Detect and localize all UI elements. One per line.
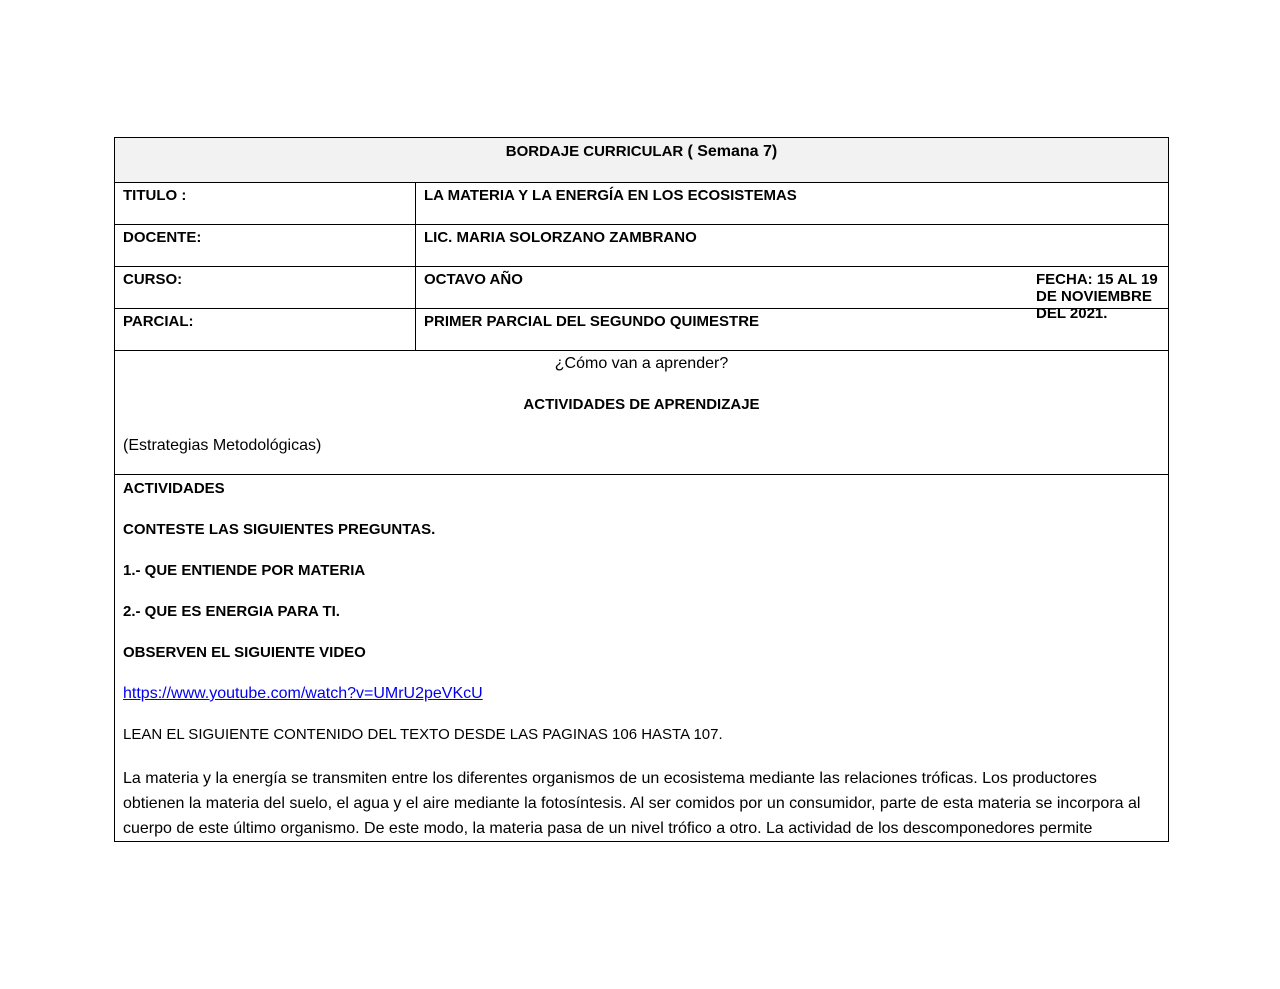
titulo-label: TITULO :: [115, 183, 416, 225]
reading-instruction: LEAN EL SIGUIENTE CONTENIDO DEL TEXTO DESDE LAS PAGINAS 106 HASTA 107.: [123, 726, 723, 743]
curso-label: CURSO:: [115, 267, 416, 309]
video-prompt: OBSERVEN EL SIGUIENTE VIDEO: [123, 644, 366, 661]
row-titulo: [115, 183, 1169, 225]
fecha-value: FECHA: 15 AL 19 DE NOVIEMBRE DEL 2021.: [1036, 271, 1158, 322]
header-week: ( Semana 7): [687, 143, 778, 160]
docente-value: LIC. MARIA SOLORZANO ZAMBRANO: [416, 225, 1169, 267]
video-link[interactable]: https://www.youtube.com/watch?v=UMrU2peVKcU: [123, 685, 483, 702]
activities-section: [115, 475, 1169, 842]
parcial-value: PRIMER PARCIAL DEL SEGUNDO QUIMESTRE: [416, 309, 1169, 351]
row-parcial: [115, 309, 1169, 351]
header-title: BORDAJE CURRICULAR: [505, 143, 684, 160]
learning-section: [115, 351, 1169, 475]
docente-label: DOCENTE:: [115, 225, 416, 267]
learn-title: ACTIVIDADES DE APRENDIZAJE: [523, 396, 760, 413]
learn-strategies: (Estrategias Metodológicas): [123, 437, 322, 454]
titulo-value: LA MATERIA Y LA ENERGÍA EN LOS ECOSISTEMAS: [416, 183, 1169, 225]
question-1: 1.- QUE ENTIENDE POR MATERIA: [123, 562, 366, 579]
activities-instruction: CONTESTE LAS SIGUIENTES PREGUNTAS.: [123, 521, 436, 538]
row-curso: [115, 267, 1169, 309]
parcial-label: PARCIAL:: [115, 309, 416, 351]
curso-value: OCTAVO AÑO: [424, 271, 523, 288]
table-header: [115, 138, 1169, 183]
curriculum-table: [114, 137, 1169, 842]
row-docente: [115, 225, 1169, 267]
learn-question: ¿Cómo van a aprender?: [554, 355, 729, 372]
question-2: 2.- QUE ES ENERGIA PARA TI.: [123, 603, 340, 620]
content-paragraph: La materia y la energía se transmiten entre los diferentes organismos de un ecosistema mediante las relaciones tróficas. Los productores obtienen la materia del suelo, el agua y el aire mediante la fotosíntesis. Al ser comidos por un consumidor, parte de esta materia se incorpora al cuerpo de este último organismo. De este modo, la materia pasa de un nivel trófico a otro. La actividad de los descomponedores permite: [123, 770, 1141, 837]
activities-heading: ACTIVIDADES: [123, 480, 225, 497]
